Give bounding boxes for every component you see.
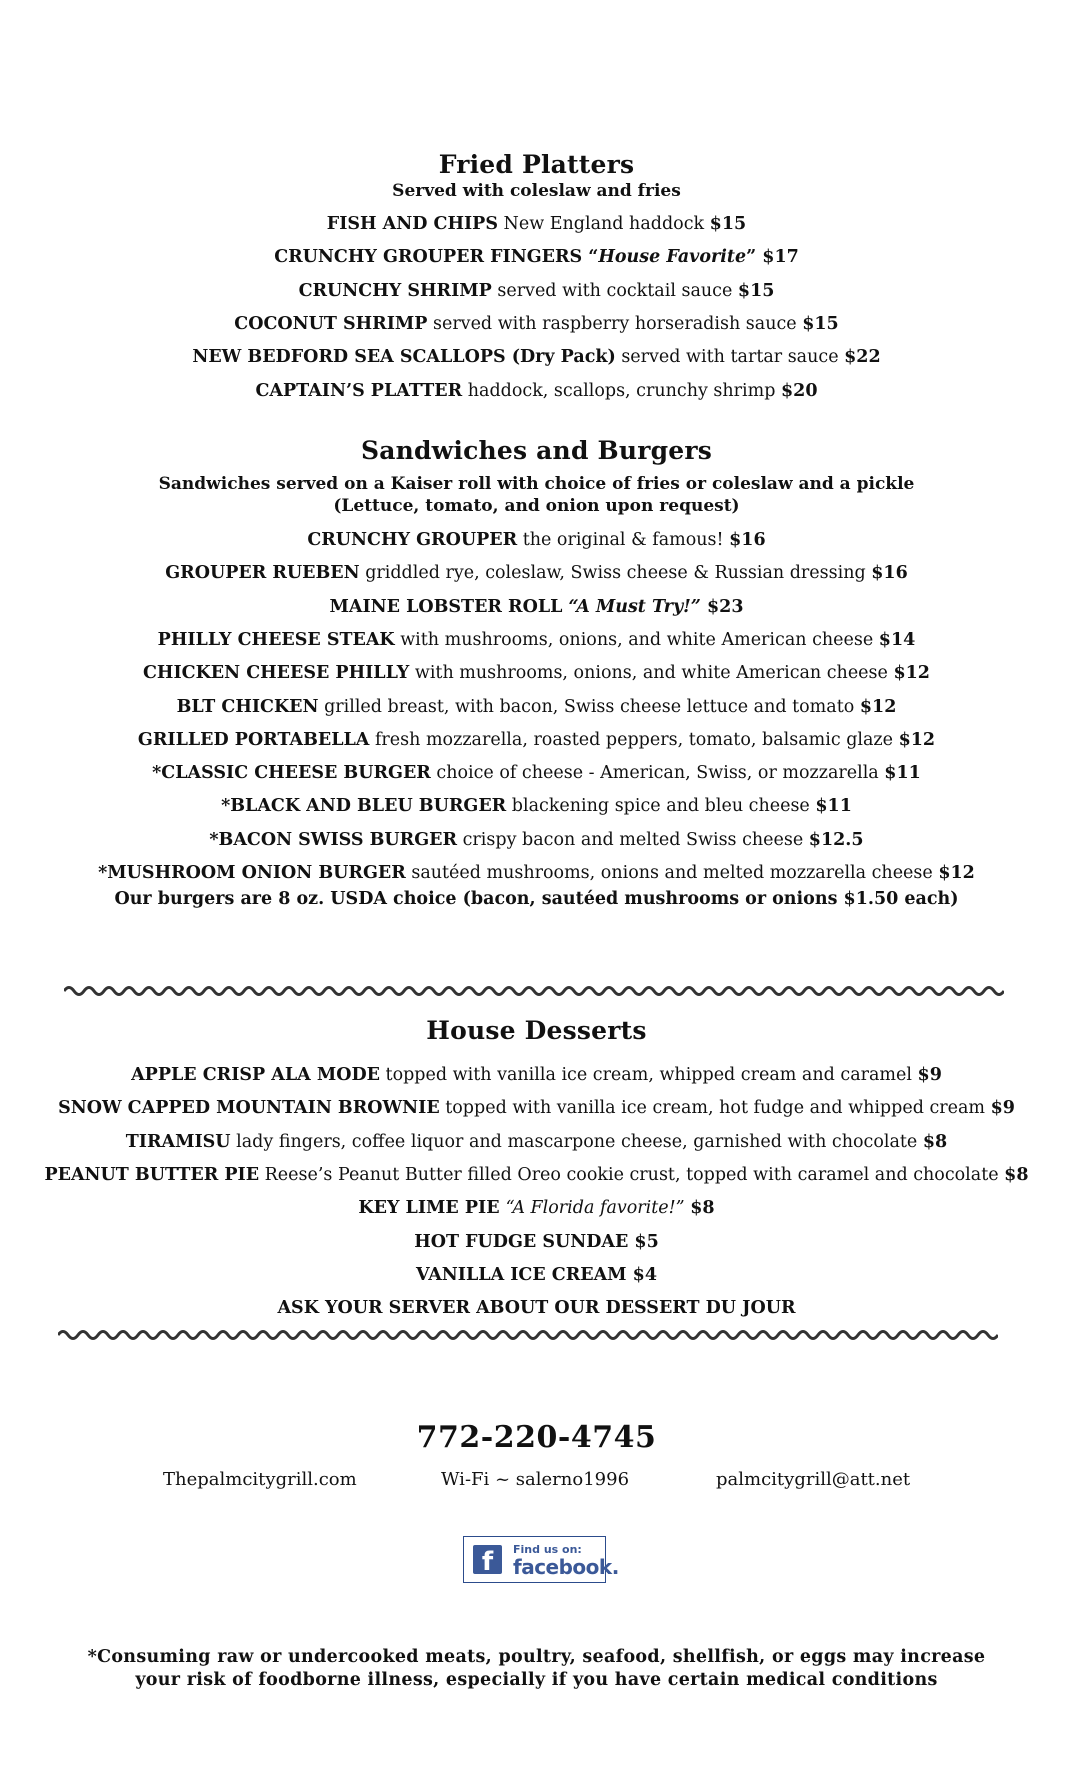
menu-item-price: $8 — [922, 1131, 948, 1152]
menu-item-price: $14 — [878, 629, 916, 650]
menu-item-price: $22 — [844, 347, 881, 368]
menu-item-name: CRUNCHY GROUPER — [307, 530, 518, 550]
sandwiches-title: Sandwiches and Burgers — [360, 436, 713, 465]
menu-item-description: choice of cheese - American, Swiss, or mozzarella — [430, 763, 885, 784]
menu-item-name: *BACON SWISS BURGER — [209, 829, 458, 850]
menu-item-price: $9 — [990, 1098, 1015, 1119]
menu-item-price: $15 — [737, 280, 775, 301]
menu-item-name: FISH AND CHIPS — [326, 214, 498, 234]
menu-item-price: $15 — [802, 313, 839, 334]
menu-item-description: the original & famous! — [517, 530, 730, 550]
wifi-info: Wi-Fi ~ salerno1996 — [441, 1469, 630, 1490]
menu-item — [0, 794, 1073, 818]
menu-item-name: PHILLY CHEESE STEAK — [157, 629, 395, 650]
menu-item-tagline: “A Must Try!” — [568, 596, 701, 617]
menu-item-name: ASK YOUR SERVER ABOUT OUR DESSERT DU JOUR — [277, 1298, 796, 1319]
menu-item — [0, 1163, 1073, 1187]
menu-item — [0, 828, 1073, 852]
menu-item-description: Reese’s Peanut Butter filled Oreo cookie crust, topped with caramel and chocolate — [259, 1164, 1005, 1185]
wave-divider — [58, 1326, 998, 1344]
menu-item-price: $8 — [1004, 1164, 1029, 1185]
sandwiches-subtitle-2: (Lettuce, tomato, and onion upon request) — [333, 496, 740, 516]
menu-item-price: $12.5 — [808, 829, 864, 850]
menu-item-description: haddock, scallops, crunchy shrimp — [462, 380, 781, 401]
menu-item-description: with mushrooms, onions, and white American cheese — [394, 629, 879, 650]
menu-item-name: COCONUT SHRIMP — [234, 313, 428, 334]
menu-item — [0, 345, 1073, 369]
menu-item-name: APPLE CRISP ALA MODE — [131, 1065, 380, 1085]
menu-item — [0, 761, 1073, 785]
menu-item-name: BLT CHICKEN — [176, 696, 319, 717]
menu-item-name: VANILLA ICE CREAM — [415, 1264, 633, 1285]
menu-item — [0, 561, 1073, 585]
menu-item-name: SNOW CAPPED MOUNTAIN BROWNIE — [58, 1098, 440, 1119]
menu-item-description: fresh mozzarella, roasted peppers, tomato, balsamic glaze — [369, 729, 899, 750]
menu-item-tagline: “A Florida favorite!” — [505, 1198, 685, 1219]
disclaimer-line-2: your risk of foodborne illness, especially if you have certain medical conditions — [135, 1670, 938, 1690]
menu-item-name: PEANUT BUTTER PIE — [44, 1164, 260, 1185]
menu-item — [0, 279, 1073, 303]
menu-item-name: MAINE LOBSTER ROLL — [329, 596, 569, 617]
sandwiches-subtitle-1: Sandwiches served on a Kaiser roll with choice of fries or coleslaw and a pickle — [158, 474, 915, 494]
menu-item — [0, 1130, 1073, 1154]
menu-item-name: *CLASSIC CHEESE BURGER — [152, 763, 431, 784]
website-link[interactable]: Thepalmcitygrill.com — [163, 1469, 357, 1490]
menu-item-name: HOT FUDGE SUNDAE — [414, 1231, 635, 1252]
menu-item — [0, 661, 1073, 685]
menu-item-price: $4 — [632, 1264, 658, 1285]
menu-item-name: NEW BEDFORD SEA SCALLOPS (Dry Pack) — [192, 347, 616, 368]
menu-item-name: CRUNCHY GROUPER FINGERS “ — [274, 247, 599, 268]
disclaimer-line-1: *Consuming raw or undercooked meats, poultry, seafood, shellfish, or eggs may increase — [87, 1647, 986, 1667]
menu-item — [0, 1196, 1073, 1220]
wave-divider — [64, 982, 1004, 1000]
menu-item-tagline: House Favorite — [598, 247, 747, 268]
menu-item-description: New England haddock — [497, 214, 710, 234]
menu-item-name: TIRAMISU — [125, 1131, 231, 1152]
facebook-badge[interactable] — [463, 1536, 619, 1583]
menu-item — [0, 1296, 1073, 1320]
menu-item-description: crispy bacon and melted Swiss cheese — [457, 829, 809, 850]
menu-item-name: CHICKEN CHEESE PHILLY — [143, 663, 410, 684]
menu-item-price: $12 — [893, 663, 930, 684]
menu-item-price: $20 — [780, 380, 818, 401]
menu-item-price: $11 — [815, 796, 852, 817]
fried-platters-title: Fried Platters — [438, 150, 635, 179]
menu-item — [0, 695, 1073, 719]
menu-item-price: $12 — [938, 863, 975, 883]
menu-item-description: sautéed mushrooms, onions and melted mozzarella cheese — [405, 863, 939, 883]
menu-item-price: $17 — [762, 247, 799, 268]
menu-item-description: ” — [746, 247, 763, 268]
menu-item-description: served with cocktail sauce — [491, 280, 738, 301]
menu-item-description: blackening spice and bleu cheese — [506, 796, 816, 817]
menu-item — [0, 595, 1073, 619]
menu-item — [0, 312, 1073, 336]
menu-item — [0, 1063, 1073, 1087]
menu-item-name: *MUSHROOM ONION BURGER — [98, 863, 406, 883]
menu-item-price: $12 — [859, 696, 897, 717]
menu-item — [0, 212, 1073, 236]
menu-item — [0, 245, 1073, 269]
fried-platters-subtitle: Served with coleslaw and fries — [392, 181, 681, 201]
menu-item-description: topped with vanilla ice cream, whipped cream and caramel — [379, 1065, 918, 1085]
desserts-title: House Desserts — [426, 1016, 647, 1045]
menu-item-description: lady fingers, coffee liquor and mascarpone cheese, garnished with chocolate — [230, 1131, 923, 1152]
menu-item-price: $16 — [729, 530, 766, 550]
menu-item-price: $8 — [690, 1198, 715, 1219]
menu-item-name: CRUNCHY SHRIMP — [298, 280, 492, 301]
facebook-badge-line1: Find us on: — [513, 1543, 582, 1556]
menu-item-price: $16 — [871, 563, 908, 584]
menu-item-price: $9 — [917, 1065, 942, 1085]
menu-item — [0, 1096, 1073, 1120]
menu-item-price: $12 — [898, 729, 936, 750]
facebook-f-icon: f — [473, 1545, 502, 1574]
menu-item-description: topped with vanilla ice cream, hot fudge and whipped cream — [439, 1098, 991, 1119]
menu-item-name: KEY LIME PIE — [358, 1198, 506, 1219]
menu-item-name: GROUPER RUEBEN — [165, 563, 360, 584]
menu-item — [0, 1263, 1073, 1287]
menu-item-description: grilled breast, with bacon, Swiss cheese lettuce and tomato — [318, 696, 860, 717]
phone-number[interactable]: 772-220-4745 — [416, 1420, 657, 1455]
menu-item — [0, 528, 1073, 552]
menu-item — [0, 628, 1073, 652]
menu-item-name: CAPTAIN’S PLATTER — [255, 380, 463, 401]
menu-item-description: with mushrooms, onions, and white American cheese — [409, 663, 894, 684]
menu-item-description: served with raspberry horseradish sauce — [427, 313, 803, 334]
menu-item-price: $11 — [884, 763, 921, 784]
menu-item — [0, 728, 1073, 752]
menu-item — [0, 379, 1073, 403]
menu-item-price: $23 — [706, 596, 744, 617]
menu-item-name: GRILLED PORTABELLA — [137, 729, 370, 750]
burger-note: Our burgers are 8 oz. USDA choice (bacon, sautéed mushrooms or onions $1.50 each) — [114, 889, 959, 909]
menu-item-price: $15 — [709, 214, 747, 234]
menu-item-price: $5 — [634, 1231, 659, 1252]
facebook-badge-line2: facebook. — [513, 1555, 619, 1579]
menu-item-description: served with tartar sauce — [615, 347, 845, 368]
menu-item — [0, 861, 1073, 885]
menu-item-name: *BLACK AND BLEU BURGER — [221, 796, 507, 817]
email-link[interactable]: palmcitygrill@att.net — [716, 1469, 911, 1490]
menu-item-description: griddled rye, coleslaw, Swiss cheese & Russian dressing — [359, 563, 872, 584]
menu-item — [0, 1230, 1073, 1254]
